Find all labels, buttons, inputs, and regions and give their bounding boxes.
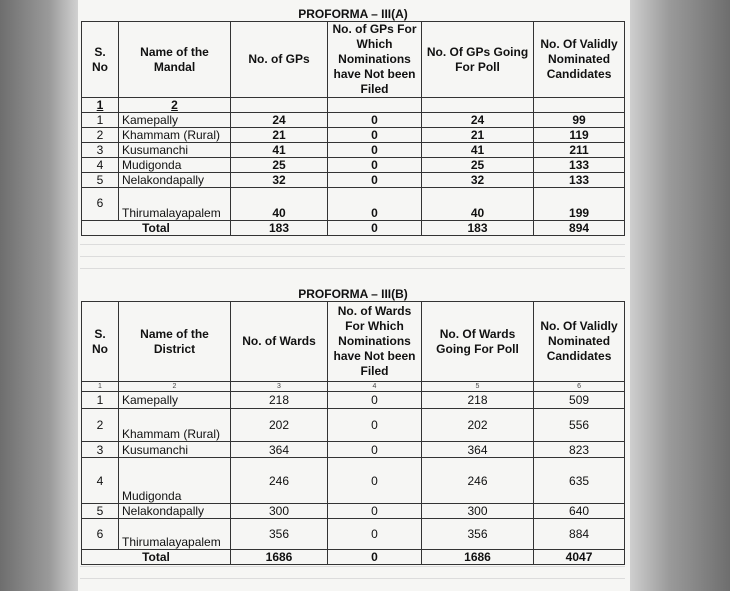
- total-row: Total 1686 0 1686 4047: [82, 550, 625, 565]
- header-sno: S. No: [82, 22, 119, 98]
- right-blur-background: [620, 0, 730, 591]
- header-mandal: Name of the Mandal: [119, 22, 231, 98]
- table-row: 1 Kamepally 24 0 24 99: [82, 113, 625, 128]
- table-row: 5 Nelakondapally 32 0 32 133: [82, 173, 625, 188]
- header-not-filed: No. of GPs For Which Nominations have Not been Filed: [328, 22, 422, 98]
- header-candidates: No. Of Validly Nominated Candidates: [534, 22, 625, 98]
- header-candidates: No. Of Validly Nominated Candidates: [534, 302, 625, 382]
- table-row: 5 Nelakondapally 300 0 300 640: [82, 504, 625, 519]
- index-row: 1 2: [82, 98, 625, 113]
- proforma-b-table: [81, 287, 625, 565]
- proforma-a-table: [81, 7, 625, 236]
- header-district: Name of the District: [119, 302, 231, 382]
- header-not-filed: No. of Wards For Which Nominations have Not been Filed: [328, 302, 422, 382]
- table-row: 2 Khammam (Rural) 202 0 202 556: [82, 409, 625, 442]
- index-row: 1 2 3 4 5 6: [82, 382, 625, 392]
- total-row: Total 183 0 183 894: [82, 221, 625, 236]
- left-blur-background: [0, 0, 82, 591]
- header-going-poll: No. Of GPs Going For Poll: [422, 22, 534, 98]
- header-gps: No. of GPs: [231, 22, 328, 98]
- header-wards: No. of Wards: [231, 302, 328, 382]
- table-row: 1 Kamepally 218 0 218 509: [82, 392, 625, 409]
- proforma-a-title: PROFORMA – III(A): [82, 7, 625, 22]
- table-row: 2 Khammam (Rural) 21 0 21 119: [82, 128, 625, 143]
- header-going-poll: No. Of Wards Going For Poll: [422, 302, 534, 382]
- table-row: 3 Kusumanchi 41 0 41 211: [82, 143, 625, 158]
- table-row: 6 Thirumalayapalem 356 0 356 884: [82, 519, 625, 550]
- header-sno: S. No: [82, 302, 119, 382]
- table-row: 4 Mudigonda 246 0 246 635: [82, 458, 625, 504]
- table-row: 3 Kusumanchi 364 0 364 823: [82, 442, 625, 458]
- table-row: 4 Mudigonda 25 0 25 133: [82, 158, 625, 173]
- proforma-b-title: PROFORMA – III(B): [82, 287, 625, 302]
- table-row: 6 Thirumalayapalem 40 0 40 199: [82, 188, 625, 221]
